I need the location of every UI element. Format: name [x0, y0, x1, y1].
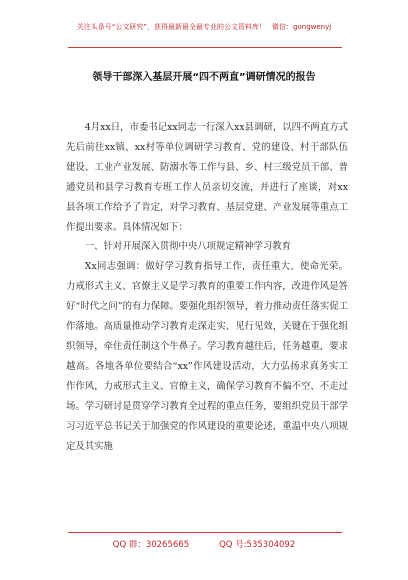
body-paragraph-section1: Xx同志强调：做好学习教育指导工作，责任重大、使命光荣。力戒形式主义、官僚主义是学习教育的重要工作内容，改进作风是答好“时代之问”的有力保障。要强化组织领导，着力推动责任落实促工作落地。高质量推动学习教育走深走实、见行见效，关键在于强化组织领导，牵住责任制这个牛鼻子。学习教育越往后，任务越重，要求越高。各地各单位要结合“xx”作风建设活动，大力弘扬求真务实工作作风，力戒形式主义、官僚主义，确保学习教育不偏不空、不走过场。学习研讨是贯穿学习教育全过程的重点任务，要组织党员干部学习习近平总书记关于加强党的作风建设的重要论述，重温中央八项规定及其实施 [66, 261, 348, 452]
footer-qq-group: QQ 群：30265665 [112, 540, 190, 550]
section-heading-1: 一、针对开展深入贯彻中央八项规定精神学习教育 [84, 241, 292, 253]
header-divider [68, 47, 342, 48]
footer [0, 538, 408, 550]
document-title: 领导干部深入基层开展“四不两直”调研情况的报告 [92, 72, 316, 83]
footer-divider [68, 532, 342, 533]
document-body [66, 118, 348, 456]
footer-qq-number: QQ 号:535304092 [219, 540, 296, 550]
banner-promo-text: 关注头条号“公文研究”，获得最新最全最专业的公文资料库！ [76, 23, 267, 31]
body-paragraph-intro: 4月xx日，市委书记xx同志一行深入xx县调研，以四不两直方式先后前往xx镇、xx村等单位调研学习教育、党的建设、村干部队伍建设、工业产业发展、防溺水等工作与县、乡、村三级党员干部、普通党员和县学习教育专班工作人员亲切交流，并进行了座谈，对xx县各项工作给予了肯定，对学习教育、基层党建、产业发展等重点工作提出要求。具体情况如下： [66, 122, 348, 233]
top-banner [0, 22, 408, 32]
banner-wechat-text: 微信：gongwenyj [272, 23, 332, 31]
